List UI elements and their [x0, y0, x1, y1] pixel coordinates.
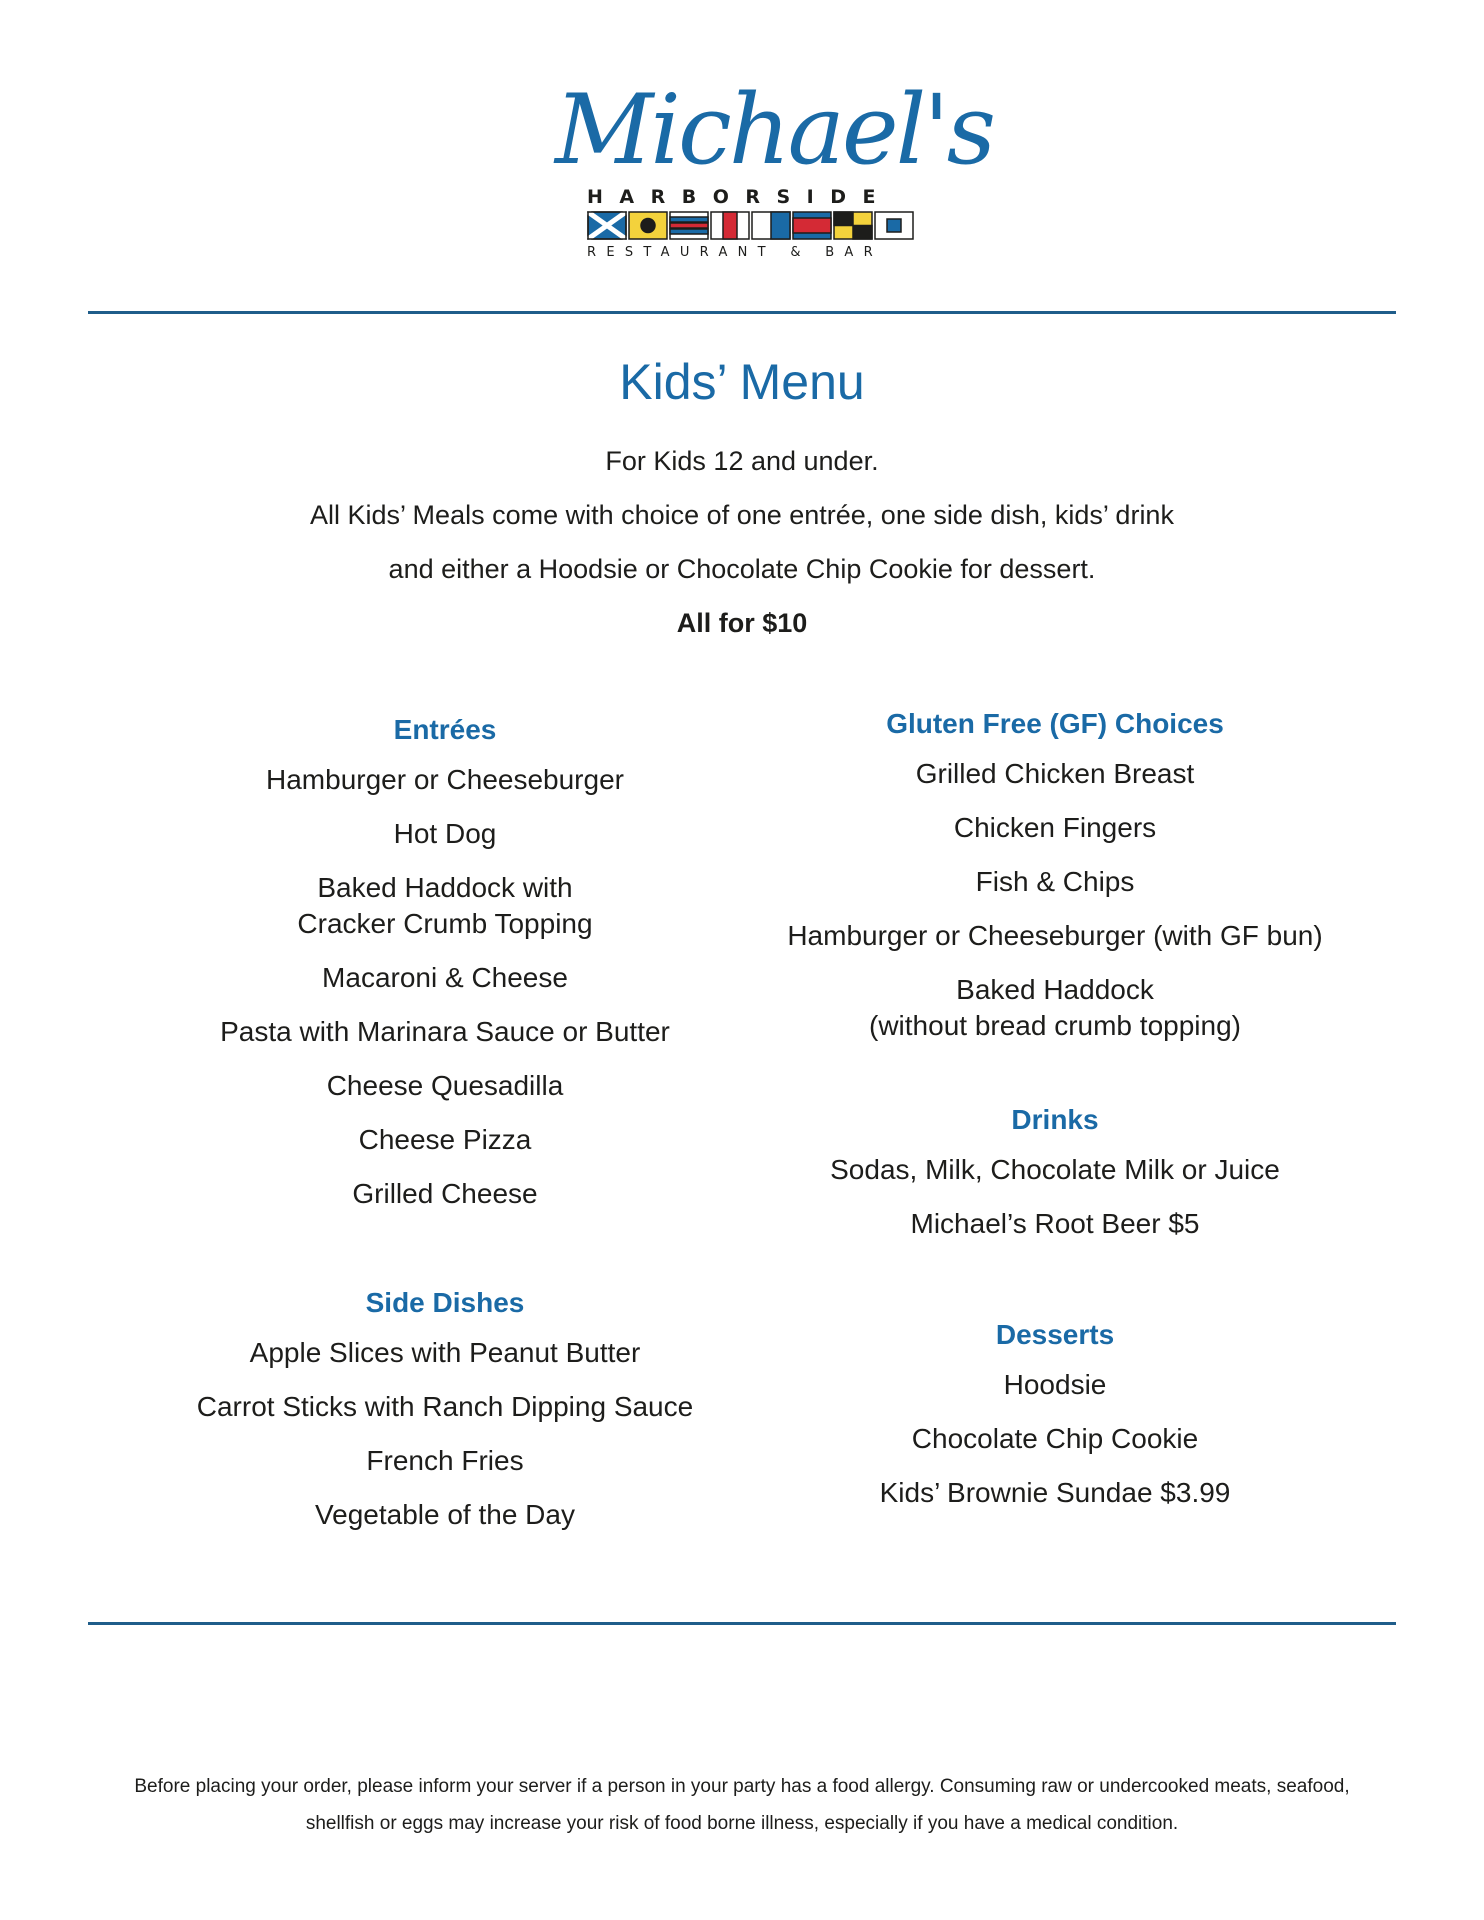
side-dish-item: Apple Slices with Peanut Butter	[249, 1337, 641, 1368]
dessert-item: Chocolate Chip Cookie	[911, 1423, 1199, 1454]
allergy-disclaimer	[60, 1768, 1424, 1842]
gluten-free-item: Chicken Fingers	[953, 812, 1157, 843]
nautical-flags-icon	[587, 211, 917, 241]
entree-item: Cheese Pizza	[358, 1124, 532, 1155]
dessert-item: Hoodsie	[1003, 1369, 1107, 1400]
restaurant-logo	[555, 74, 993, 265]
drinks-heading: Drinks	[1011, 1104, 1099, 1135]
desserts-heading: Desserts	[995, 1319, 1115, 1350]
bottom-divider	[88, 1622, 1396, 1625]
top-divider	[88, 311, 1396, 314]
intro-line: All Kids’ Meals come with choice of one entrée, one side dish, kids’ drink	[310, 500, 1174, 530]
dessert-item: Kids’ Brownie Sundae $3.99	[879, 1477, 1231, 1508]
entree-item: Grilled Cheese	[352, 1178, 538, 1209]
gluten-free-section	[735, 704, 1375, 1062]
side-dishes-heading: Side Dishes	[365, 1287, 525, 1318]
gluten-free-heading: Gluten Free (GF) Choices	[886, 708, 1224, 739]
desserts-section	[735, 1315, 1375, 1529]
entree-item: Pasta with Marinara Sauce or Butter	[220, 1016, 670, 1047]
gluten-free-item: Fish & Chips	[975, 866, 1135, 897]
gluten-free-item: Hamburger or Cheeseburger (with GF bun)	[787, 920, 1323, 951]
logo-footer: RESTAURANT & BAR	[587, 245, 883, 260]
gluten-free-item: Baked Haddock (without bread crumb topping)	[869, 974, 1241, 1041]
entree-item: Hot Dog	[393, 818, 497, 849]
intro-line: and either a Hoodsie or Chocolate Chip Cookie for dessert.	[388, 554, 1096, 584]
entrees-section	[140, 710, 750, 1230]
side-dish-item: Carrot Sticks with Ranch Dipping Sauce	[196, 1391, 694, 1422]
gluten-free-item: Grilled Chicken Breast	[915, 758, 1195, 789]
page-title: Kids’ Menu	[619, 354, 865, 410]
disclaimer-line: shellfish or eggs may increase your risk of food borne illness, especially if you have a medical condition.	[305, 1813, 1179, 1834]
price-line: All for $10	[676, 608, 808, 638]
drink-item: Michael’s Root Beer $5	[910, 1208, 1200, 1239]
side-dishes-section	[140, 1283, 750, 1551]
logo-subtitle: HARBORSIDE	[587, 186, 893, 208]
side-dish-item: Vegetable of the Day	[315, 1499, 575, 1530]
drink-item: Sodas, Milk, Chocolate Milk or Juice	[830, 1154, 1280, 1185]
entree-item: Cheese Quesadilla	[326, 1070, 564, 1101]
intro-line: For Kids 12 and under.	[605, 446, 879, 476]
entree-item: Hamburger or Cheeseburger	[266, 764, 624, 795]
disclaimer-line: Before placing your order, please inform your server if a person in your party has a food allergy. Consuming raw or undercooked meats, seafood,	[134, 1776, 1350, 1797]
entrees-heading: Entrées	[393, 714, 497, 745]
side-dish-item: French Fries	[366, 1445, 524, 1476]
logo-script-text: Michael's	[555, 74, 993, 186]
entree-item: Macaroni & Cheese	[322, 962, 568, 993]
drinks-section	[735, 1100, 1375, 1260]
menu-intro	[0, 441, 1484, 657]
entree-item: Baked Haddock with Cracker Crumb Topping	[297, 872, 593, 939]
